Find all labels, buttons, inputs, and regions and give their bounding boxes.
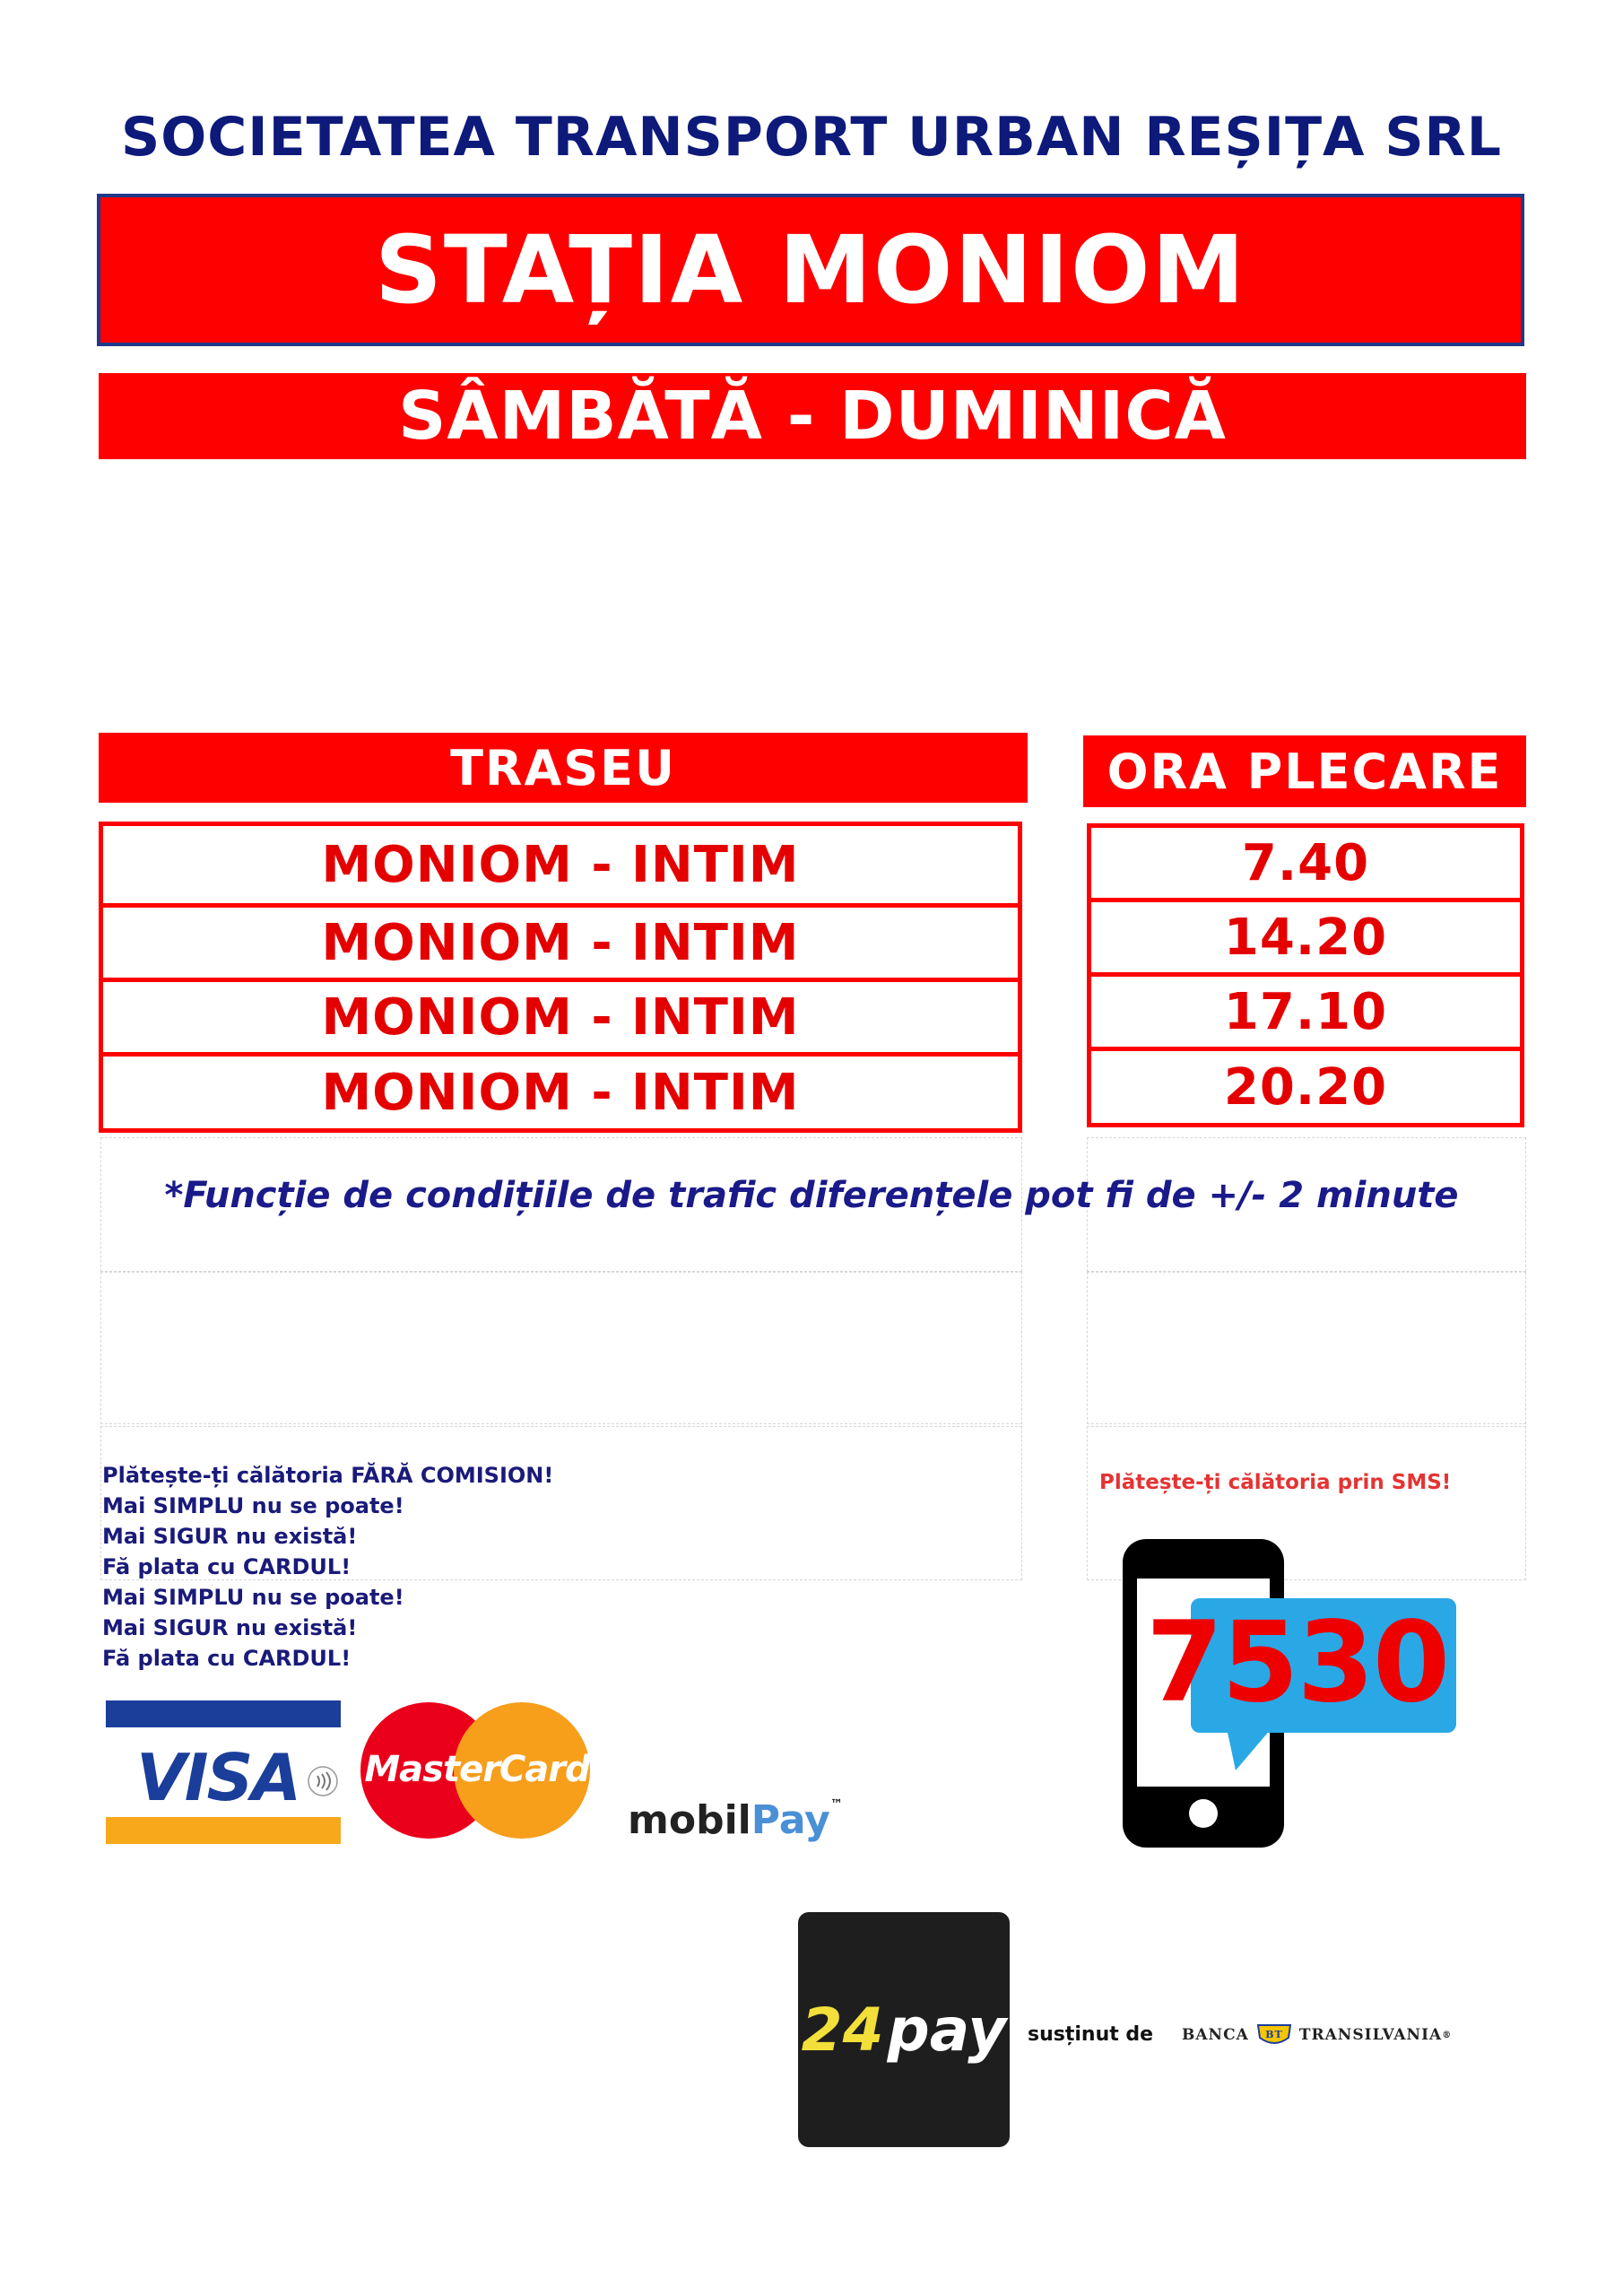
route-cell: MONIOM - INTIM <box>99 822 1022 908</box>
time-cell: 14.20 <box>1087 898 1524 977</box>
visa-logo <box>106 1700 341 1844</box>
svg-text:BT: BT <box>1265 2029 1283 2040</box>
24pay-logo: 24 pay <box>798 1912 1010 2147</box>
time-cell: 20.20 <box>1087 1047 1524 1127</box>
route-cell: MONIOM - INTIM <box>99 903 1022 982</box>
card-payment-line: Mai SIGUR nu există! <box>102 1615 358 1640</box>
station-banner <box>97 194 1524 346</box>
card-payment-line: Mai SIGUR nu există! <box>102 1524 358 1549</box>
card-payment-text <box>102 1460 553 1674</box>
time-cell: 7.40 <box>1087 823 1524 902</box>
station-title: STAȚIA MONIOM <box>374 215 1247 325</box>
contactless-icon <box>307 1765 339 1797</box>
bt-shield-icon <box>1254 2022 1294 2048</box>
card-payment-line: Fă plata cu CARDUL! <box>102 1646 352 1671</box>
days-title: SÂMBĂTĂ - DUMINICĂ <box>398 378 1227 455</box>
traffic-note: *Funcție de condițiile de trafic diferențele pot fi de +/- 2 minute <box>164 1175 1459 1216</box>
route-cell: MONIOM - INTIM <box>99 978 1022 1057</box>
company-name: SOCIETATEA TRANSPORT URBAN REȘIȚA SRL <box>121 106 1502 169</box>
card-payment-line: Mai SIMPLU nu se poate! <box>102 1493 404 1518</box>
empty-grid <box>100 1272 1022 1424</box>
visa-logo-text: VISA <box>136 1740 300 1815</box>
empty-grid <box>1087 1272 1526 1424</box>
route-cell: MONIOM - INTIM <box>99 1052 1022 1133</box>
mastercard-logo-text: MasterCard <box>364 1749 590 1790</box>
sms-number: 7530 <box>1146 1598 1449 1727</box>
route-header: TRASEU <box>99 733 1028 803</box>
time-cell: 17.10 <box>1087 972 1524 1051</box>
departure-time-header: ORA PLECARE <box>1083 735 1526 807</box>
sms-payment-label: Plătește-ți călătoria prin SMS! <box>1099 1471 1452 1494</box>
card-payment-line: Mai SIMPLU nu se poate! <box>102 1585 404 1610</box>
supported-by-label: susținut de <box>1028 2023 1154 2046</box>
days-banner <box>99 373 1526 459</box>
card-payment-line: Plătește-ți călătoria FĂRĂ COMISION! <box>102 1463 554 1488</box>
banca-transilvania-logo: BANCA BT TRANSILVANIA ® <box>1182 2022 1452 2048</box>
mastercard-logo <box>360 1702 590 1839</box>
mobilpay-logo: mobilPay™ <box>628 1797 843 1843</box>
card-payment-line: Fă plata cu CARDUL! <box>102 1554 352 1579</box>
